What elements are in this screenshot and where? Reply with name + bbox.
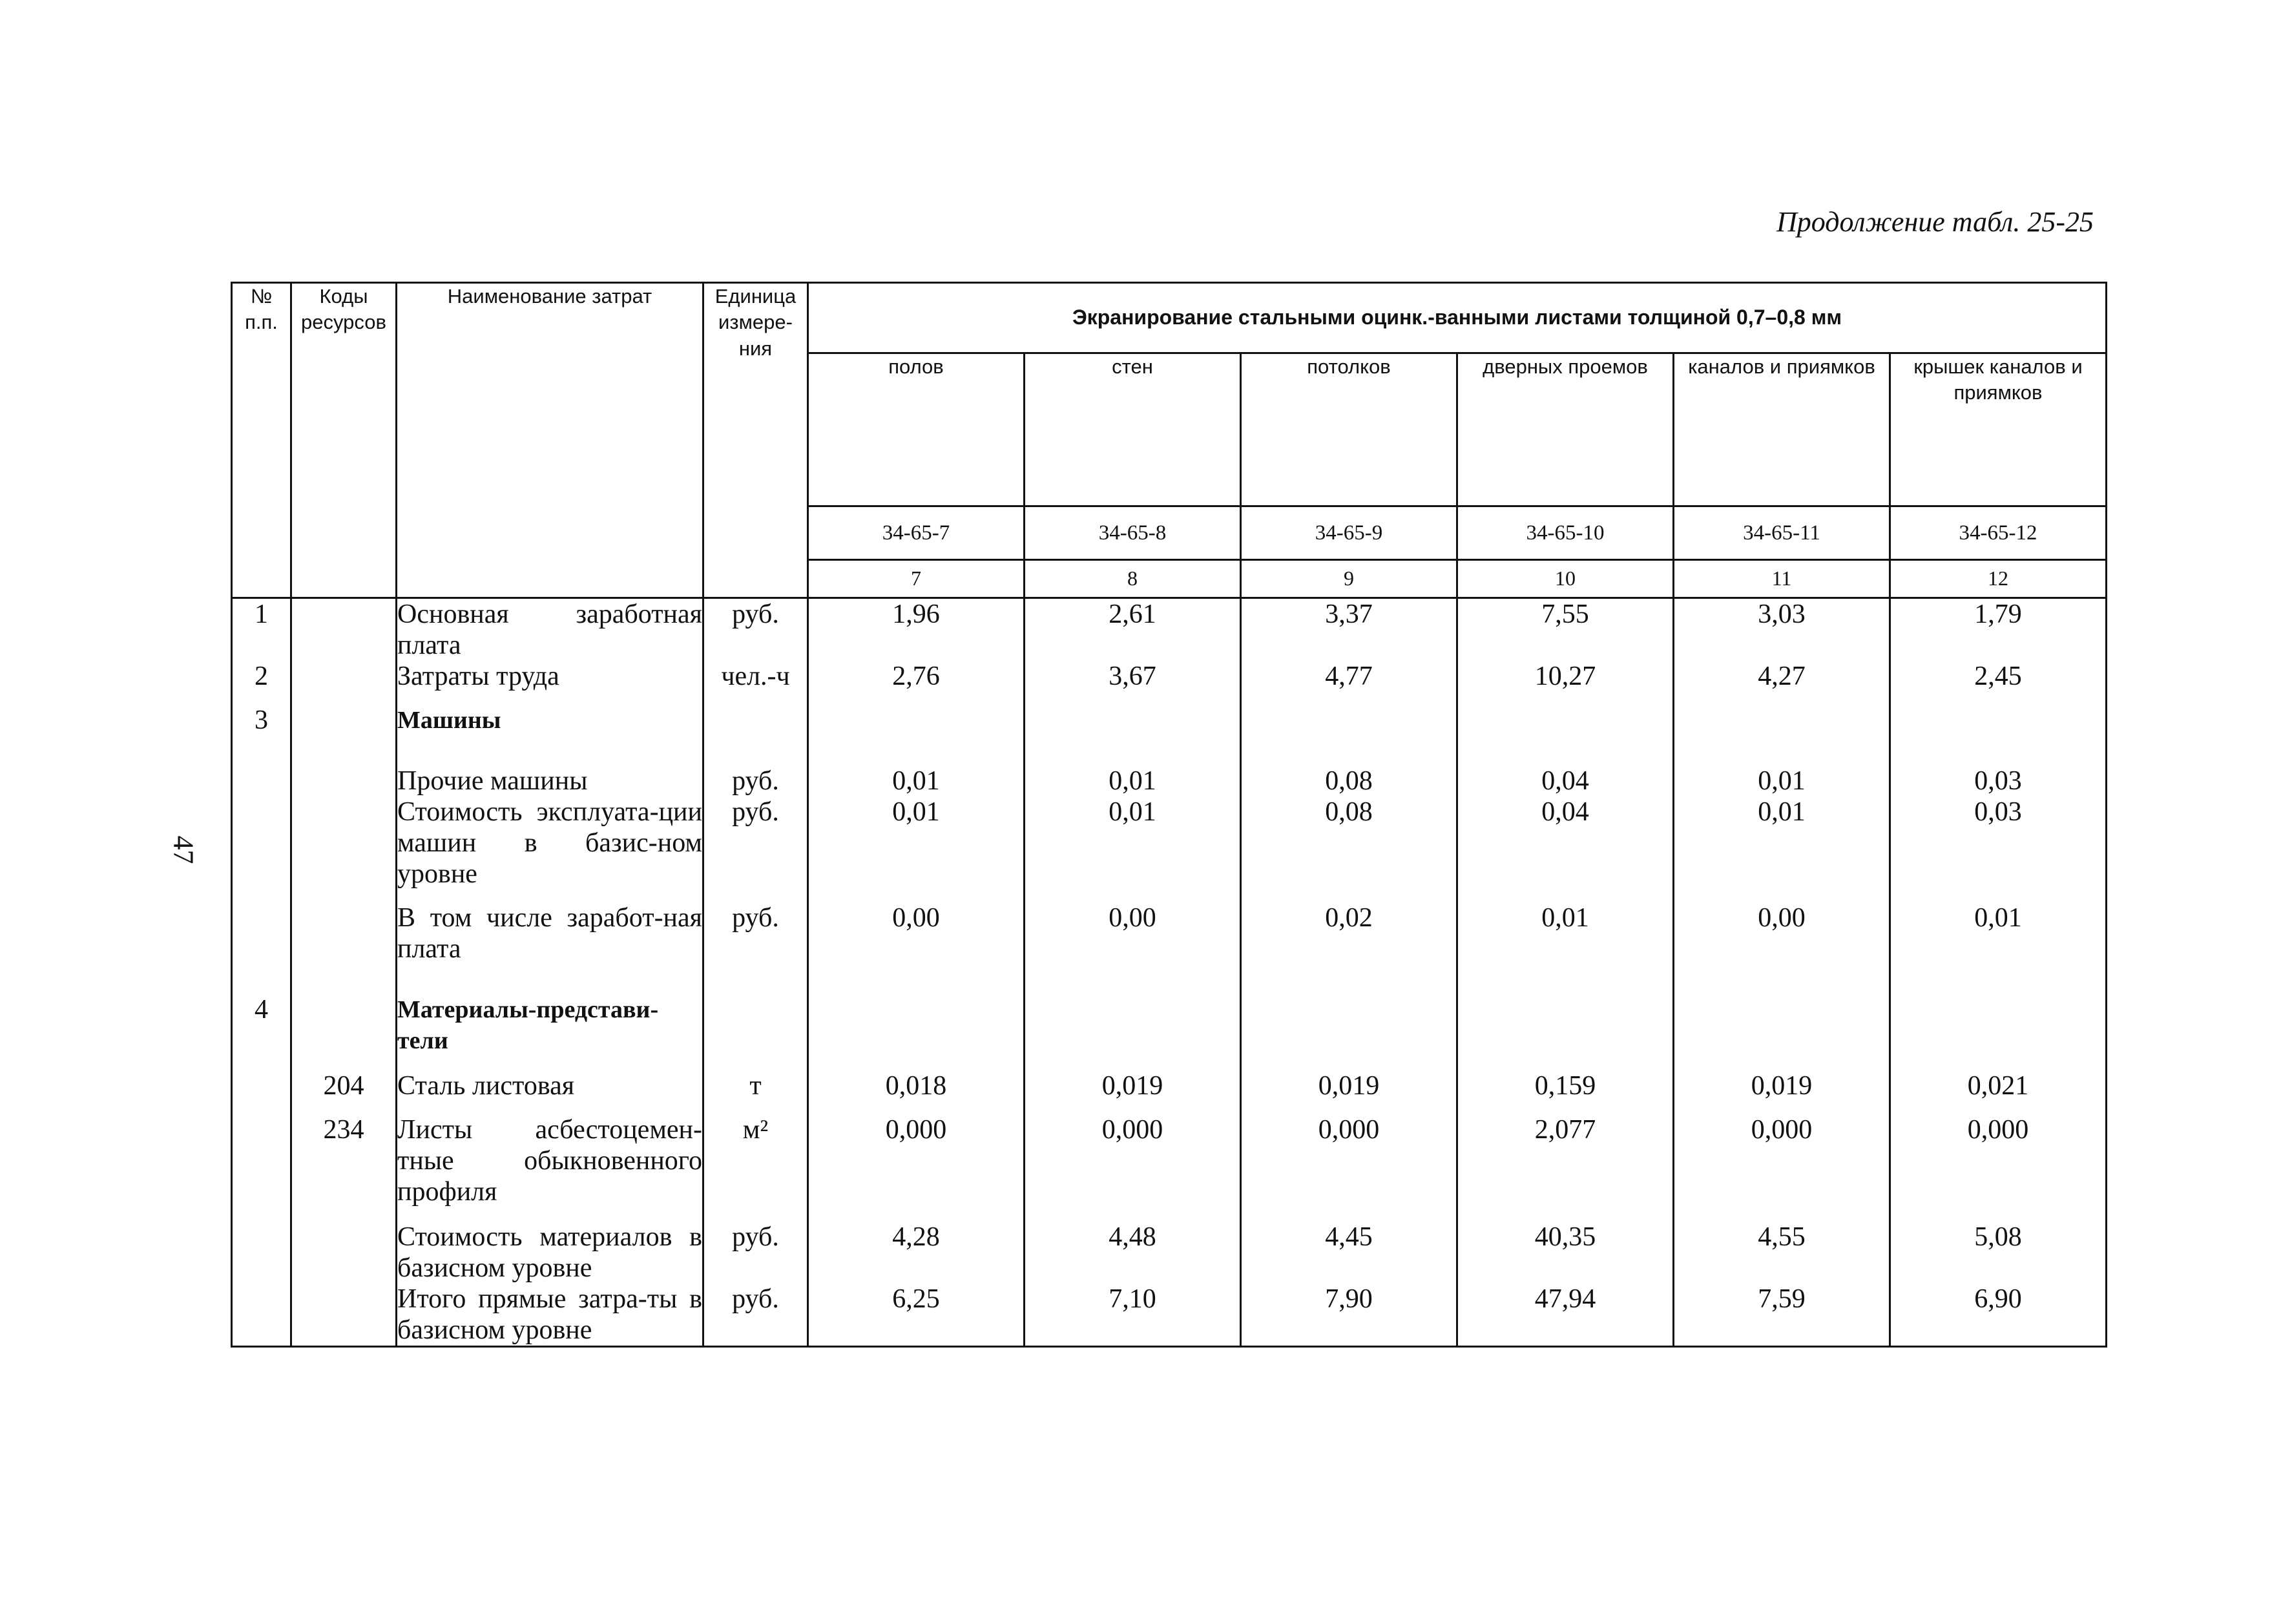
- spacer-cell: [703, 1101, 808, 1114]
- spacer-cell: [703, 692, 808, 705]
- resource-code: [291, 1222, 397, 1284]
- cost-name: Листы асбестоцемен-тные обыкновенного профиля: [397, 1115, 702, 1207]
- header-column: потолков: [1241, 353, 1457, 506]
- value-cell: 0,03: [1890, 796, 2107, 890]
- value-cell: 0,00: [1674, 902, 1890, 964]
- spacer-cell: [397, 692, 703, 705]
- value-cell: 0,01: [1457, 902, 1674, 964]
- resource-code: [291, 705, 397, 736]
- value-cell: 0,01: [1025, 796, 1241, 890]
- cost-name: Материалы-представи-тели: [397, 994, 703, 1056]
- spacer-cell: [808, 1207, 1025, 1222]
- spacer-cell: [1890, 692, 2107, 705]
- header-code: 34-65-8: [1025, 506, 1241, 560]
- unit: руб.: [703, 598, 808, 661]
- unit: т: [703, 1070, 808, 1101]
- value-cell: [1890, 994, 2107, 1056]
- value-cell: 0,000: [1241, 1114, 1457, 1207]
- row-number: 2: [232, 661, 291, 692]
- header-col-number: 10: [1457, 560, 1674, 598]
- header-code: 34-65-9: [1241, 506, 1457, 560]
- table-row: [232, 765, 2107, 796]
- value-cell: 1,96: [808, 598, 1025, 661]
- spacer-cell: [1241, 692, 1457, 705]
- spacer-cell: [232, 1101, 291, 1114]
- spacer-cell: [291, 1101, 397, 1114]
- value-cell: 0,021: [1890, 1070, 2107, 1101]
- row-spacer: [232, 1207, 2107, 1222]
- unit: руб.: [703, 796, 808, 890]
- spacer-cell: [1674, 964, 1890, 994]
- value-cell: 2,61: [1025, 598, 1241, 661]
- value-cell: 0,000: [1674, 1114, 1890, 1207]
- spacer-cell: [1674, 1207, 1890, 1222]
- value-cell: 4,77: [1241, 661, 1457, 692]
- header-code: 34-65-11: [1674, 506, 1890, 560]
- spacer-cell: [291, 1056, 397, 1070]
- spacer-cell: [232, 1056, 291, 1070]
- unit: чел.-ч: [703, 661, 808, 692]
- value-cell: 0,01: [808, 796, 1025, 890]
- value-cell: 0,00: [808, 902, 1025, 964]
- row-number: [232, 1114, 291, 1207]
- table-row: [232, 705, 2107, 736]
- spacer-cell: [1025, 692, 1241, 705]
- unit: [703, 994, 808, 1056]
- spacer-cell: [397, 1207, 703, 1222]
- header-no: № п.п.: [232, 283, 291, 598]
- spacer-cell: [1241, 1101, 1457, 1114]
- spacer-cell: [1025, 890, 1241, 902]
- value-cell: 1,79: [1890, 598, 2107, 661]
- value-cell: 4,45: [1241, 1222, 1457, 1284]
- spacer-cell: [1890, 1056, 2107, 1070]
- spacer-cell: [1674, 736, 1890, 765]
- spacer-cell: [1241, 890, 1457, 902]
- value-cell: [1025, 994, 1241, 1056]
- spacer-cell: [397, 1056, 703, 1070]
- spacer-cell: [291, 964, 397, 994]
- spacer-cell: [232, 692, 291, 705]
- row-spacer: [232, 1101, 2107, 1114]
- header-col-number: 8: [1025, 560, 1241, 598]
- resource-code: [291, 902, 397, 964]
- value-cell: 3,67: [1025, 661, 1241, 692]
- row-number: [232, 765, 291, 796]
- value-cell: [1241, 705, 1457, 736]
- resource-code: [291, 994, 397, 1056]
- spacer-cell: [1025, 964, 1241, 994]
- value-cell: 0,01: [808, 765, 1025, 796]
- header-name: Наименование затрат: [397, 283, 703, 598]
- value-cell: 2,76: [808, 661, 1025, 692]
- value-cell: 2,45: [1890, 661, 2107, 692]
- spacer-cell: [291, 1207, 397, 1222]
- spacer-cell: [703, 890, 808, 902]
- cost-name: Основная заработная плата: [397, 598, 703, 661]
- value-cell: 7,59: [1674, 1284, 1890, 1347]
- value-cell: [1457, 705, 1674, 736]
- cost-name: Машины: [397, 705, 703, 736]
- header-col-number: 11: [1674, 560, 1890, 598]
- spacer-cell: [1890, 1101, 2107, 1114]
- spacer-cell: [397, 1101, 703, 1114]
- row-number: [232, 1222, 291, 1284]
- header-code: 34-65-10: [1457, 506, 1674, 560]
- value-cell: 5,08: [1890, 1222, 2107, 1284]
- row-spacer: [232, 964, 2107, 994]
- row-number: [232, 902, 291, 964]
- header-col-number: 12: [1890, 560, 2107, 598]
- value-cell: 3,03: [1674, 598, 1890, 661]
- table-row: [232, 1114, 2107, 1207]
- value-cell: 4,48: [1025, 1222, 1241, 1284]
- header-column: каналов и приямков: [1674, 353, 1890, 506]
- cost-name: Затраты труда: [397, 661, 703, 692]
- spacer-cell: [232, 964, 291, 994]
- unit: руб.: [703, 765, 808, 796]
- table-caption: Продолжение табл. 25-25: [1776, 206, 2094, 238]
- value-cell: 3,37: [1241, 598, 1457, 661]
- spacer-cell: [1457, 890, 1674, 902]
- spacer-cell: [1025, 1101, 1241, 1114]
- spacer-cell: [703, 1207, 808, 1222]
- spacer-cell: [232, 736, 291, 765]
- table-row: [232, 1070, 2107, 1101]
- value-cell: [1241, 994, 1457, 1056]
- header-column: полов: [808, 353, 1025, 506]
- spacer-cell: [808, 1101, 1025, 1114]
- spacer-cell: [1674, 1101, 1890, 1114]
- value-cell: [1457, 994, 1674, 1056]
- page-number: 47: [167, 835, 200, 864]
- spacer-cell: [1674, 692, 1890, 705]
- spacer-cell: [808, 964, 1025, 994]
- value-cell: 0,019: [1241, 1070, 1457, 1101]
- row-number: [232, 1284, 291, 1347]
- spacer-cell: [1457, 1056, 1674, 1070]
- spacer-cell: [1674, 1056, 1890, 1070]
- table-row: [232, 796, 2107, 890]
- spacer-cell: [808, 1056, 1025, 1070]
- value-cell: [1674, 994, 1890, 1056]
- spacer-cell: [397, 964, 703, 994]
- spacer-cell: [1025, 1207, 1241, 1222]
- resource-code: [291, 796, 397, 890]
- row-number: 1: [232, 598, 291, 661]
- value-cell: 4,55: [1674, 1222, 1890, 1284]
- resource-code: [291, 598, 397, 661]
- spacer-cell: [232, 890, 291, 902]
- header-column: дверных проемов: [1457, 353, 1674, 506]
- value-cell: 0,000: [808, 1114, 1025, 1207]
- spacer-cell: [1890, 736, 2107, 765]
- value-cell: 0,019: [1674, 1070, 1890, 1101]
- spacer-cell: [1457, 964, 1674, 994]
- value-cell: 0,08: [1241, 796, 1457, 890]
- spacer-cell: [1241, 964, 1457, 994]
- table-row: [232, 1284, 2107, 1347]
- spacer-cell: [291, 692, 397, 705]
- spacer-cell: [1457, 1207, 1674, 1222]
- cost-name: В том числе заработ-ная плата: [397, 903, 702, 964]
- value-cell: 7,10: [1025, 1284, 1241, 1347]
- spacer-cell: [1674, 890, 1890, 902]
- header-code: 34-65-7: [808, 506, 1025, 560]
- value-cell: 0,04: [1457, 796, 1674, 890]
- resource-code: [291, 1284, 397, 1347]
- value-cell: 4,28: [808, 1222, 1025, 1284]
- value-cell: 0,018: [808, 1070, 1025, 1101]
- unit: [703, 705, 808, 736]
- table-row: [232, 1222, 2107, 1284]
- spacer-cell: [703, 736, 808, 765]
- unit: м²: [703, 1114, 808, 1207]
- spacer-cell: [808, 890, 1025, 902]
- spacer-cell: [808, 736, 1025, 765]
- spacer-cell: [1241, 1056, 1457, 1070]
- unit: руб.: [703, 1222, 808, 1284]
- value-cell: 4,27: [1674, 661, 1890, 692]
- value-cell: 0,01: [1674, 765, 1890, 796]
- resource-code: 234: [291, 1114, 397, 1207]
- row-number: [232, 1070, 291, 1101]
- header-col-number: 9: [1241, 560, 1457, 598]
- spacer-cell: [1457, 692, 1674, 705]
- value-cell: 0,03: [1890, 765, 2107, 796]
- spacer-cell: [1241, 736, 1457, 765]
- value-cell: 0,01: [1674, 796, 1890, 890]
- row-spacer: [232, 736, 2107, 765]
- spacer-cell: [703, 1056, 808, 1070]
- header-group-title: Экранирование стальными оцинк.-ванными листами толщиной 0,7–0,8 мм: [808, 283, 2107, 353]
- value-cell: 6,90: [1890, 1284, 2107, 1347]
- table-row: [232, 902, 2107, 964]
- value-cell: 0,02: [1241, 902, 1457, 964]
- spacer-cell: [1025, 1056, 1241, 1070]
- value-cell: 0,000: [1890, 1114, 2107, 1207]
- value-cell: 47,94: [1457, 1284, 1674, 1347]
- table-row: [232, 994, 2107, 1056]
- spacer-cell: [808, 692, 1025, 705]
- unit: руб.: [703, 902, 808, 964]
- spacer-cell: [1890, 1207, 2107, 1222]
- value-cell: 0,04: [1457, 765, 1674, 796]
- header-col-number: 7: [808, 560, 1025, 598]
- resource-code: [291, 661, 397, 692]
- cost-name: Стоимость эксплуата-ции машин в базис-ном уровне: [397, 797, 702, 889]
- header-column: стен: [1025, 353, 1241, 506]
- spacer-cell: [1025, 736, 1241, 765]
- value-cell: 0,019: [1025, 1070, 1241, 1101]
- spacer-cell: [397, 736, 703, 765]
- value-cell: [808, 994, 1025, 1056]
- spacer-cell: [1457, 736, 1674, 765]
- cost-table: [231, 282, 2107, 1348]
- spacer-cell: [1457, 1101, 1674, 1114]
- value-cell: 0,01: [1025, 765, 1241, 796]
- spacer-cell: [397, 890, 703, 902]
- cost-name: Сталь листовая: [397, 1070, 703, 1101]
- value-cell: [1025, 705, 1241, 736]
- value-cell: 0,159: [1457, 1070, 1674, 1101]
- cost-name: Прочие машины: [397, 765, 703, 796]
- row-spacer: [232, 890, 2107, 902]
- value-cell: 0,08: [1241, 765, 1457, 796]
- spacer-cell: [291, 736, 397, 765]
- spacer-cell: [232, 1207, 291, 1222]
- value-cell: 10,27: [1457, 661, 1674, 692]
- spacer-cell: [1241, 1207, 1457, 1222]
- header-code: 34-65-12: [1890, 506, 2107, 560]
- value-cell: [1674, 705, 1890, 736]
- cost-name: Стоимость материалов в базисном уровне: [397, 1222, 702, 1283]
- row-number: 4: [232, 994, 291, 1056]
- table-row: [232, 598, 2107, 661]
- row-number: 3: [232, 705, 291, 736]
- unit: руб.: [703, 1284, 808, 1347]
- spacer-cell: [291, 890, 397, 902]
- value-cell: 7,90: [1241, 1284, 1457, 1347]
- table-row: [232, 661, 2107, 692]
- value-cell: 40,35: [1457, 1222, 1674, 1284]
- header-codes: Коды ресурсов: [291, 283, 397, 598]
- value-cell: 6,25: [808, 1284, 1025, 1347]
- row-spacer: [232, 1056, 2107, 1070]
- resource-code: [291, 765, 397, 796]
- value-cell: 7,55: [1457, 598, 1674, 661]
- spacer-cell: [1890, 890, 2107, 902]
- row-number: [232, 796, 291, 890]
- value-cell: [1890, 705, 2107, 736]
- header-unit: Единица измере-ния: [703, 283, 808, 598]
- table-body: [232, 598, 2107, 1347]
- cost-name: Итого прямые затра-ты в базисном уровне: [397, 1284, 703, 1347]
- spacer-cell: [703, 964, 808, 994]
- header-column: крышек каналов и приямков: [1890, 353, 2107, 506]
- value-cell: 2,077: [1457, 1114, 1674, 1207]
- value-cell: [808, 705, 1025, 736]
- value-cell: 0,00: [1025, 902, 1241, 964]
- value-cell: 0,000: [1025, 1114, 1241, 1207]
- spacer-cell: [1890, 964, 2107, 994]
- value-cell: 0,01: [1890, 902, 2107, 964]
- row-spacer: [232, 692, 2107, 705]
- resource-code: 204: [291, 1070, 397, 1101]
